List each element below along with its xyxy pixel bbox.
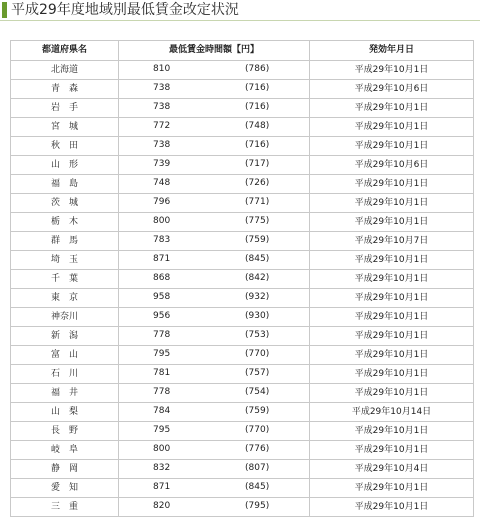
previous-wage: (786) — [245, 64, 270, 74]
cell-prefecture: 秋 田 — [11, 137, 119, 156]
cell-prefecture: 神奈川 — [11, 308, 119, 327]
cell-effective-date: 平成29年10月6日 — [310, 80, 474, 99]
previous-wage: (775) — [245, 216, 270, 226]
table-row — [11, 80, 474, 99]
cell-wage — [119, 422, 310, 441]
previous-wage: (932) — [245, 292, 270, 302]
cell-wage — [119, 384, 310, 403]
current-wage: 810 — [153, 64, 171, 74]
previous-wage: (748) — [245, 121, 270, 131]
cell-prefecture: 北海道 — [11, 61, 119, 80]
table-row — [11, 61, 474, 80]
table-row — [11, 232, 474, 251]
current-wage: 868 — [153, 273, 171, 283]
cell-wage — [119, 118, 310, 137]
previous-wage: (770) — [245, 425, 270, 435]
table-row — [11, 137, 474, 156]
cell-effective-date: 平成29年10月1日 — [310, 308, 474, 327]
current-wage: 871 — [153, 482, 171, 492]
title-marker — [2, 2, 7, 18]
cell-wage — [119, 498, 310, 517]
current-wage: 778 — [153, 330, 171, 340]
current-wage: 795 — [153, 425, 171, 435]
table-row — [11, 251, 474, 270]
cell-prefecture: 三 重 — [11, 498, 119, 517]
previous-wage: (842) — [245, 273, 270, 283]
table-row — [11, 327, 474, 346]
current-wage: 796 — [153, 197, 171, 207]
cell-prefecture: 福 井 — [11, 384, 119, 403]
cell-prefecture: 新 潟 — [11, 327, 119, 346]
cell-effective-date: 平成29年10月1日 — [310, 479, 474, 498]
previous-wage: (795) — [245, 501, 270, 511]
cell-wage — [119, 251, 310, 270]
table-row — [11, 213, 474, 232]
cell-prefecture: 愛 知 — [11, 479, 119, 498]
previous-wage: (754) — [245, 387, 270, 397]
cell-prefecture: 千 葉 — [11, 270, 119, 289]
table-row — [11, 175, 474, 194]
cell-effective-date: 平成29年10月14日 — [310, 403, 474, 422]
table-row — [11, 498, 474, 517]
header-date: 発効年月日 — [310, 41, 474, 61]
cell-prefecture: 宮 城 — [11, 118, 119, 137]
cell-prefecture: 群 馬 — [11, 232, 119, 251]
cell-prefecture: 岐 阜 — [11, 441, 119, 460]
page-title: 平成29年度地域別最低賃金改定状況 — [11, 2, 239, 18]
previous-wage: (726) — [245, 178, 270, 188]
table-row — [11, 384, 474, 403]
cell-wage — [119, 156, 310, 175]
previous-wage: (716) — [245, 83, 270, 93]
current-wage: 832 — [153, 463, 171, 473]
previous-wage: (759) — [245, 235, 270, 245]
previous-wage: (807) — [245, 463, 270, 473]
cell-wage — [119, 479, 310, 498]
cell-effective-date: 平成29年10月1日 — [310, 137, 474, 156]
table-row — [11, 308, 474, 327]
table-row — [11, 156, 474, 175]
cell-effective-date: 平成29年10月1日 — [310, 251, 474, 270]
current-wage: 784 — [153, 406, 171, 416]
cell-wage — [119, 327, 310, 346]
current-wage: 738 — [153, 102, 171, 112]
table-row — [11, 118, 474, 137]
header-prefecture: 都道府県名 — [11, 41, 119, 61]
current-wage: 778 — [153, 387, 171, 397]
cell-prefecture: 長 野 — [11, 422, 119, 441]
cell-wage — [119, 403, 310, 422]
previous-wage: (717) — [245, 159, 270, 169]
cell-effective-date: 平成29年10月1日 — [310, 194, 474, 213]
current-wage: 800 — [153, 216, 171, 226]
cell-effective-date: 平成29年10月1日 — [310, 118, 474, 137]
cell-wage — [119, 137, 310, 156]
table-row — [11, 289, 474, 308]
cell-prefecture: 静 岡 — [11, 460, 119, 479]
current-wage: 738 — [153, 140, 171, 150]
current-wage: 820 — [153, 501, 171, 511]
cell-prefecture: 山 形 — [11, 156, 119, 175]
table-row — [11, 460, 474, 479]
current-wage: 738 — [153, 83, 171, 93]
table-row — [11, 365, 474, 384]
cell-prefecture: 山 梨 — [11, 403, 119, 422]
title-divider — [0, 20, 480, 21]
previous-wage: (757) — [245, 368, 270, 378]
table-row — [11, 479, 474, 498]
cell-effective-date: 平成29年10月4日 — [310, 460, 474, 479]
cell-effective-date: 平成29年10月1日 — [310, 441, 474, 460]
cell-effective-date: 平成29年10月1日 — [310, 422, 474, 441]
cell-effective-date: 平成29年10月6日 — [310, 156, 474, 175]
cell-effective-date: 平成29年10月1日 — [310, 498, 474, 517]
cell-wage — [119, 232, 310, 251]
minimum-wage-table — [10, 40, 474, 517]
table-row — [11, 346, 474, 365]
cell-prefecture: 青 森 — [11, 80, 119, 99]
cell-prefecture: 埼 玉 — [11, 251, 119, 270]
cell-prefecture: 石 川 — [11, 365, 119, 384]
current-wage: 871 — [153, 254, 171, 264]
cell-wage — [119, 365, 310, 384]
cell-wage — [119, 80, 310, 99]
cell-wage — [119, 194, 310, 213]
previous-wage: (716) — [245, 140, 270, 150]
cell-prefecture: 岩 手 — [11, 99, 119, 118]
previous-wage: (930) — [245, 311, 270, 321]
cell-wage — [119, 270, 310, 289]
cell-effective-date: 平成29年10月7日 — [310, 232, 474, 251]
cell-prefecture: 富 山 — [11, 346, 119, 365]
table-body — [11, 61, 474, 517]
cell-effective-date: 平成29年10月1日 — [310, 327, 474, 346]
cell-effective-date: 平成29年10月1日 — [310, 270, 474, 289]
current-wage: 800 — [153, 444, 171, 454]
table-header-row — [11, 41, 474, 61]
previous-wage: (845) — [245, 254, 270, 264]
current-wage: 772 — [153, 121, 171, 131]
cell-wage — [119, 175, 310, 194]
cell-wage — [119, 346, 310, 365]
previous-wage: (845) — [245, 482, 270, 492]
table-row — [11, 194, 474, 213]
previous-wage: (716) — [245, 102, 270, 112]
previous-wage: (770) — [245, 349, 270, 359]
current-wage: 795 — [153, 349, 171, 359]
cell-prefecture: 栃 木 — [11, 213, 119, 232]
page-title-bar — [0, 0, 480, 22]
cell-effective-date: 平成29年10月1日 — [310, 175, 474, 194]
current-wage: 958 — [153, 292, 171, 302]
table-row — [11, 441, 474, 460]
cell-effective-date: 平成29年10月1日 — [310, 213, 474, 232]
table-row — [11, 99, 474, 118]
cell-wage — [119, 441, 310, 460]
cell-wage — [119, 460, 310, 479]
table-row — [11, 270, 474, 289]
cell-prefecture: 茨 城 — [11, 194, 119, 213]
cell-effective-date: 平成29年10月1日 — [310, 99, 474, 118]
previous-wage: (753) — [245, 330, 270, 340]
cell-effective-date: 平成29年10月1日 — [310, 365, 474, 384]
cell-effective-date: 平成29年10月1日 — [310, 289, 474, 308]
cell-prefecture: 東 京 — [11, 289, 119, 308]
current-wage: 783 — [153, 235, 171, 245]
current-wage: 781 — [153, 368, 171, 378]
cell-effective-date: 平成29年10月1日 — [310, 61, 474, 80]
table-row — [11, 422, 474, 441]
cell-effective-date: 平成29年10月1日 — [310, 384, 474, 403]
cell-wage — [119, 61, 310, 80]
current-wage: 739 — [153, 159, 171, 169]
previous-wage: (759) — [245, 406, 270, 416]
cell-prefecture: 福 島 — [11, 175, 119, 194]
cell-effective-date: 平成29年10月1日 — [310, 346, 474, 365]
cell-wage — [119, 213, 310, 232]
cell-wage — [119, 99, 310, 118]
table-row — [11, 403, 474, 422]
cell-wage — [119, 308, 310, 327]
current-wage: 956 — [153, 311, 171, 321]
cell-wage — [119, 289, 310, 308]
previous-wage: (776) — [245, 444, 270, 454]
header-wage: 最低賃金時間額【円】 — [119, 41, 310, 61]
previous-wage: (771) — [245, 197, 270, 207]
current-wage: 748 — [153, 178, 171, 188]
